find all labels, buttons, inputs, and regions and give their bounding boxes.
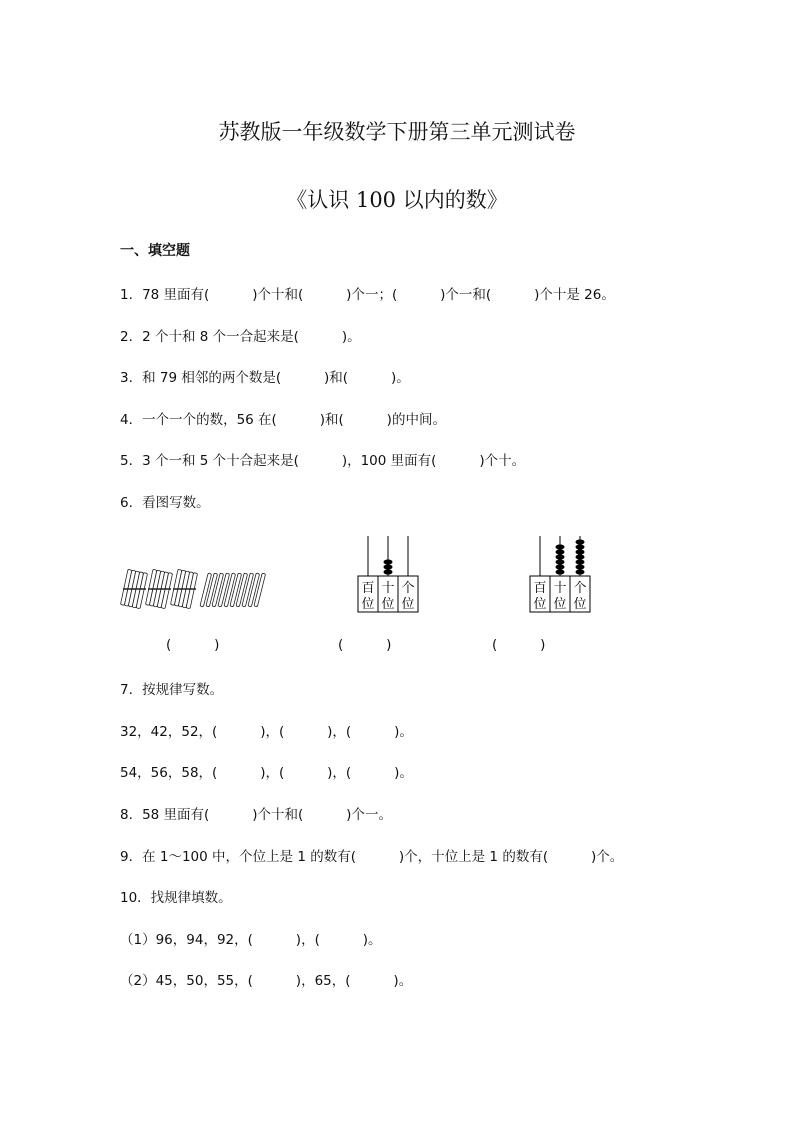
stick-bundle xyxy=(120,569,147,608)
abacus-label-tens-2: 位 xyxy=(381,597,395,612)
figure-answer-2: ( ) xyxy=(338,637,392,653)
abacus-label-ones-1: 个 xyxy=(573,581,587,596)
question-5: 5．3 个一和 5 个十合起来是( )，100 里面有( )个十。 xyxy=(120,453,526,469)
question-2: 2．2 个十和 8 个一合起来是( )。 xyxy=(120,329,361,345)
abacus-bead xyxy=(576,549,585,554)
abacus-bead xyxy=(556,559,565,564)
question-3: 3．和 79 相邻的两个数是( )和( )。 xyxy=(120,370,410,386)
question-9: 9．在 1～100 中，个位上是 1 的数有( )个，十位上是 1 的数有( )个。 xyxy=(120,849,624,865)
figure-answer-1: ( ) xyxy=(166,637,220,653)
page-title: 苏教版一年级数学下册第三单元测试卷 xyxy=(218,120,576,144)
abacus-label-tens-2: 位 xyxy=(553,597,567,612)
abacus-bead xyxy=(384,564,393,569)
abacus-figure-1 xyxy=(350,532,430,617)
question-10: 10．找规律填数。 xyxy=(120,890,232,906)
abacus-label-tens-1: 十 xyxy=(553,581,567,596)
abacus-bead xyxy=(576,539,585,544)
stick-bundle xyxy=(170,569,197,608)
abacus-bead xyxy=(576,544,585,549)
question-6: 6．看图写数。 xyxy=(120,495,210,511)
question-7-sequence-2: 54，56，58，( )，( )，( )。 xyxy=(120,765,413,781)
question-10-part-2: （2）45，50，55，( )，65，( )。 xyxy=(120,973,413,989)
question-8: 8．58 里面有( )个十和( )个一。 xyxy=(120,807,392,823)
abacus-bead xyxy=(556,569,565,574)
abacus-label-hundreds-2: 位 xyxy=(361,597,375,612)
question-7: 7．按规律写数。 xyxy=(120,682,224,698)
abacus-bead xyxy=(556,554,565,559)
question-7-sequence-1: 32，42，52，( )，( )，( )。 xyxy=(120,724,413,740)
abacus-label-ones-2: 位 xyxy=(401,597,415,612)
stick-bundle xyxy=(145,569,172,608)
abacus-label-hundreds-2: 位 xyxy=(533,597,547,612)
question-10-part-1: （1）96，94，92，( )，( )。 xyxy=(120,932,382,948)
section-heading: 一、填空题 xyxy=(120,243,190,259)
abacus-bead xyxy=(384,569,393,574)
abacus-bead xyxy=(576,559,585,564)
abacus-label-ones-2: 位 xyxy=(573,597,587,612)
abacus-label-tens-1: 十 xyxy=(381,581,395,596)
abacus-bead xyxy=(384,559,393,564)
abacus-bead xyxy=(556,549,565,554)
question-4: 4．一个一个的数，56 在( )和( )的中间。 xyxy=(120,412,446,428)
question-1: 1．78 里面有( )个十和( )个一；( )个一和( )个十是 26。 xyxy=(120,287,615,303)
abacus-bead xyxy=(576,569,585,574)
figure-answer-3: ( ) xyxy=(492,637,546,653)
abacus-label-hundreds-1: 百 xyxy=(361,581,375,596)
abacus-bead xyxy=(556,564,565,569)
abacus-figure-2 xyxy=(522,532,602,617)
page-subtitle: 《认识 100 以内的数》 xyxy=(286,188,508,212)
abacus-bead xyxy=(556,544,565,549)
abacus-label-ones-1: 个 xyxy=(401,581,415,596)
abacus-bead xyxy=(576,554,585,559)
stick-bundles-figure xyxy=(120,565,270,615)
abacus-label-hundreds-1: 百 xyxy=(533,581,547,596)
abacus-bead xyxy=(576,564,585,569)
